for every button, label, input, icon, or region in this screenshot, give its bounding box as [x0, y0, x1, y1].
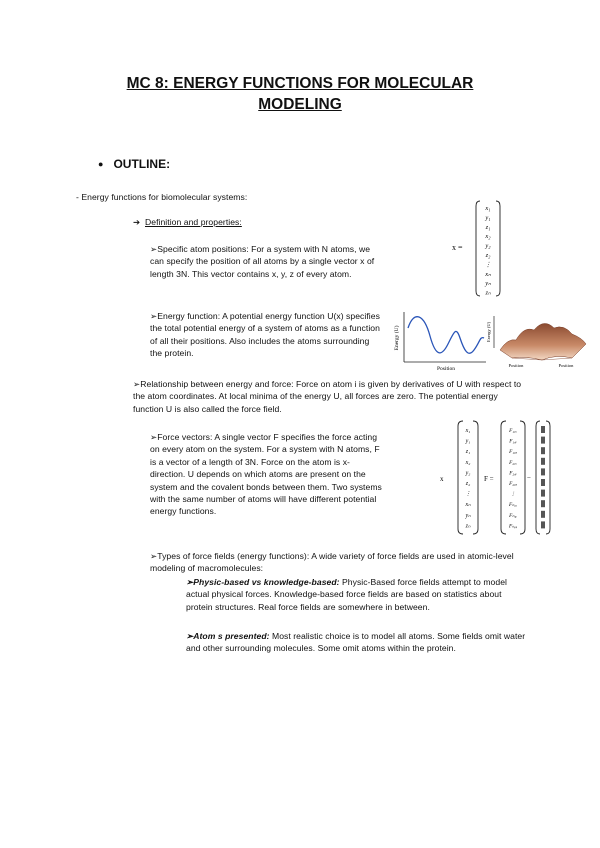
gradient-entry	[541, 511, 545, 518]
force-f-entry: Fₙ,ᵩ	[508, 523, 518, 530]
atoms-label: ➢Atom s presented:	[186, 631, 270, 641]
definition-link: Definition and properties:	[145, 217, 242, 227]
bullet-icon: ●	[98, 159, 104, 169]
force-x-entry: z₁	[465, 449, 471, 456]
physic-text: Physic-Based force fields attempt to model actual physical forces. Knowledge-based force fields are based on statistics about protein structures. Real force fields are somewhere in between.	[186, 577, 507, 612]
force-x-entry: y₁	[465, 438, 471, 445]
definition-heading	[133, 216, 242, 228]
outline-heading	[98, 157, 170, 171]
energy-xlabel: Position	[436, 366, 456, 372]
force-x-entry: x₁	[465, 428, 471, 434]
position-vector-entry: y₂	[485, 242, 491, 250]
energy-ylabel: Energy (U)	[394, 325, 400, 351]
force-x-entry: z₂	[465, 481, 471, 487]
gradient-entry	[541, 458, 545, 465]
atoms-text: Most realistic choice is to model all atoms. Some fields omit water and other surrounding molecules. Some omit atoms within the protein.	[186, 631, 526, 654]
intro-line: - Energy functions for biomolecular systems:	[76, 192, 248, 202]
gradient-entry	[541, 447, 545, 454]
f-left-bracket	[501, 421, 506, 534]
grad-left-bracket	[536, 421, 540, 534]
force-f-entry: Fₙ,ₓ	[508, 502, 518, 509]
surface-xlabel-1: Position	[508, 363, 524, 368]
section-force-field-types: ➢Types of force fields (energy functions): A wide variety of force fields are used in atomic-level modeling of macromolecules:	[150, 551, 514, 574]
physic-label: ➢Physic-based vs knowledge-based:	[186, 577, 340, 587]
position-vector-entry: ⋮	[484, 261, 492, 269]
x-left-bracket	[458, 421, 463, 534]
title-line-2: MODELING	[258, 96, 342, 113]
position-vector-entry: z₂	[485, 252, 491, 259]
section-atom-positions: ➢Specific atom positions: For a system with N atoms, we can specify the position of all atoms by a single vector x of length 3N. This vector contains x, y, z of every atom.	[150, 244, 375, 279]
force-f-entry: Fₙ,ᵧ	[509, 512, 517, 519]
position-vector-entry: y₁	[485, 214, 491, 222]
energy-surface	[500, 323, 586, 360]
position-vector-entry: xₙ	[485, 270, 491, 278]
gradient-entry	[541, 490, 545, 497]
section-energy-function: ➢Energy function: A potential energy function U(x) specifies the total potential energy of a system of atoms as a function of all their positions. Also includes the atoms surrounding the protein.	[150, 311, 380, 359]
force-f-entry: F₁,ᵩ	[509, 449, 517, 456]
position-vector-entry: zₙ	[485, 289, 491, 297]
energy-curve	[408, 317, 484, 354]
gradient-entry	[541, 426, 545, 433]
position-vector-figure	[452, 198, 512, 300]
section-physic-vs-knowledge	[186, 576, 528, 613]
energy-curve-figure	[390, 308, 490, 372]
gradient-entry	[541, 521, 545, 528]
surface-xlabel-2: Position	[558, 363, 574, 368]
x-right-bracket	[473, 421, 478, 534]
force-x-entry: yₙ	[465, 512, 471, 519]
force-f-label: F =	[484, 475, 494, 483]
outline-label: OUTLINE:	[113, 157, 171, 171]
left-bracket	[476, 201, 480, 296]
arrow-right-icon: ➔	[133, 217, 141, 227]
force-x-entry: zₙ	[465, 523, 471, 530]
position-vector-lhs: x =	[452, 243, 463, 252]
force-f-entry: F₁,ᵧ	[509, 438, 517, 445]
force-f-entry: F₁,ₓ	[509, 428, 517, 434]
position-vector-entry: z₁	[485, 223, 491, 231]
position-vector-entry: yₙ	[485, 280, 491, 288]
force-f-entry: F₂,ᵩ	[509, 481, 517, 487]
force-x-label: x	[440, 475, 444, 483]
force-f-entry: ⋮	[510, 491, 516, 498]
force-x-entry: ⋮	[465, 491, 471, 498]
position-vector-entry: x₁	[485, 205, 491, 212]
section-energy-force: ➢Relationship between energy and force: Force on atom i is given by derivatives of U with respect to the atom coordinates. At local minima of the energy U, all forces are zero. The potential energy function U is also called the force field.	[133, 379, 522, 414]
force-vector-figure	[432, 418, 552, 540]
gradient-entry	[541, 437, 545, 444]
force-f-entry: F₂,ₓ	[509, 459, 517, 466]
right-bracket	[496, 201, 500, 296]
gradient-entry	[541, 479, 545, 486]
position-vector-entry: x₂	[485, 233, 491, 241]
title-line-1: MC 8: ENERGY FUNCTIONS FOR MOLECULAR	[126, 75, 474, 92]
f-right-bracket	[520, 421, 525, 534]
gradient-entry	[541, 500, 545, 507]
force-x-entry: x₂	[465, 459, 471, 466]
force-dash: −	[527, 474, 531, 482]
surface-ylabel: Energy (U)	[486, 321, 491, 343]
force-x-entry: xₙ	[465, 502, 471, 509]
gradient-entry	[541, 468, 545, 475]
page-title	[60, 73, 540, 115]
energy-surface-figure	[486, 312, 590, 370]
force-f-entry: F₂,ᵧ	[509, 470, 517, 477]
section-atoms-represented	[186, 630, 528, 655]
force-x-entry: y₂	[465, 470, 471, 477]
grad-right-bracket	[546, 421, 550, 534]
section-force-vectors: ➢Force vectors: A single vector F specifies the force acting on every atom on the system. For a system with N atoms, F is a vector of a length of 3N. Force on the atom is x-direction. U depends on which atoms are present on the system and the covalent bonds between them. Two systems with the same number of atoms will have different potential energy functions.	[150, 432, 382, 517]
